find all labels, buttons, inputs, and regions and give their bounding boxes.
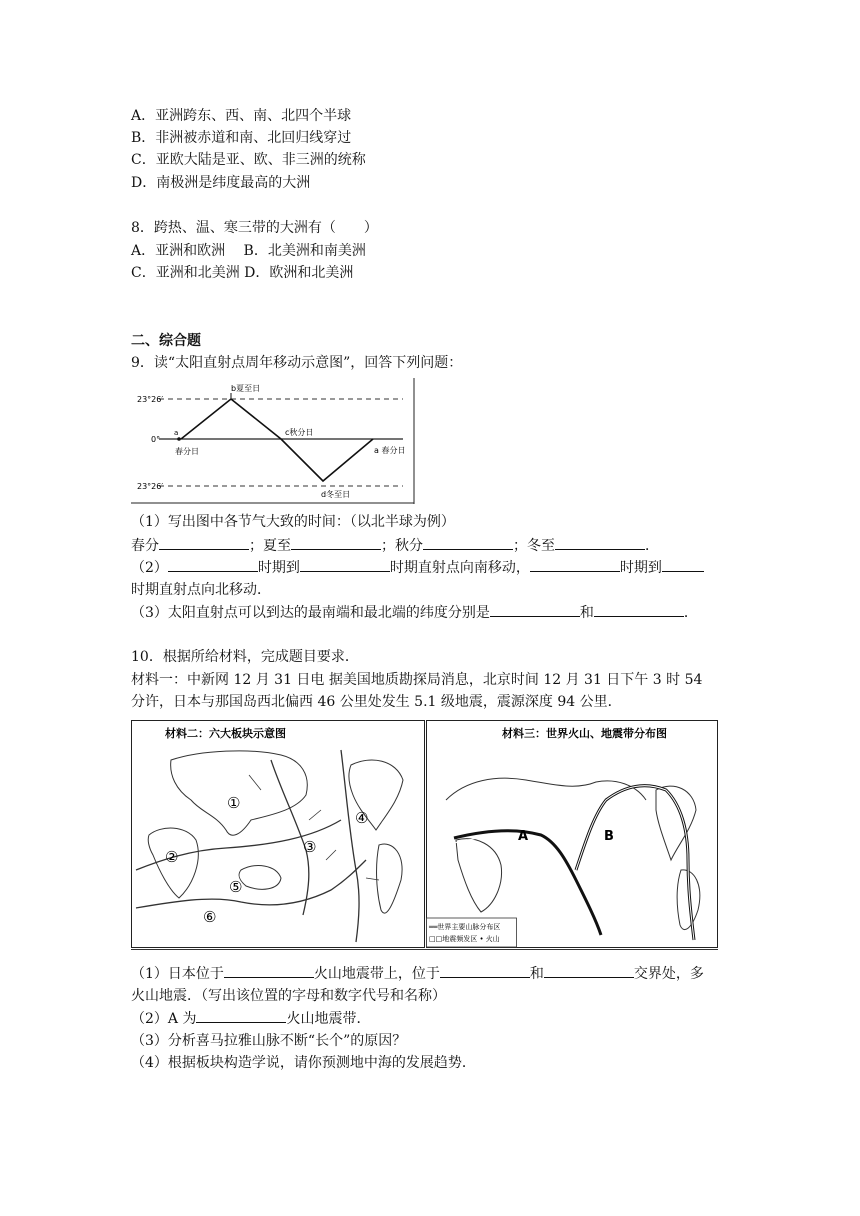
plate-3: ③ xyxy=(303,838,317,856)
answer-blank[interactable] xyxy=(555,535,645,550)
belt-label-a: A xyxy=(518,829,529,844)
answer-blank[interactable] xyxy=(490,602,580,617)
q10-p1-a: （1）日本位于 xyxy=(131,966,224,982)
volcano-earthquake-map xyxy=(426,720,718,948)
answer-blank[interactable] xyxy=(440,963,530,978)
label-winter: d冬至日 xyxy=(321,490,351,499)
tick-equator: 0° xyxy=(151,435,161,444)
q9-winter-label: ；冬至 xyxy=(513,538,555,554)
answer-blank[interactable] xyxy=(530,557,620,572)
q10-part1-cont: 火山地震．（写出该位置的字母和数字代号和名称） xyxy=(131,988,446,1004)
q10-material1-line1: 材料一：中新网 12 月 31 日电 据美国地质勘探局消息，北京时间 12 月 31 日下午 3 时 54 xyxy=(131,672,703,688)
label-spring: 春分日 xyxy=(175,447,199,456)
q10-p1-d: 交界处，多 xyxy=(633,966,704,982)
answer-blank[interactable] xyxy=(159,535,249,550)
q8-stem: 8．跨热、温、寒三带的大洲有（ ） xyxy=(131,220,378,236)
label-a-right: a 春分日 xyxy=(374,446,406,455)
q10-p2-a: （2）A 为 xyxy=(131,1011,197,1027)
q9-summer-label: ；夏至 xyxy=(249,538,291,554)
tick-north: 23°26′ xyxy=(137,395,164,404)
answer-blank[interactable] xyxy=(594,602,684,617)
q9-p2-c: 时期直射点向南移动， xyxy=(389,560,530,576)
answer-blank[interactable] xyxy=(300,557,390,572)
q10-part1 xyxy=(131,963,704,984)
q9-part1-blanks xyxy=(131,535,659,556)
plates-map-title: 材料二：六大板块示意图 xyxy=(165,727,286,740)
answer-blank[interactable] xyxy=(224,963,314,978)
q8-options-row2: C．亚洲和北美洲 D．欧洲和北美洲 xyxy=(131,265,354,281)
volcano-map-title: 材料三：世界火山、地震带分布图 xyxy=(502,727,667,740)
q9-part2-cont: 时期直射点向北移动． xyxy=(131,582,271,598)
q7-option-b: B．非洲被赤道和南、北回归线穿过 xyxy=(131,130,352,146)
q7-option-d: D．南极洲是纬度最高的大洲 xyxy=(131,175,311,191)
plates-map xyxy=(131,720,425,948)
plate-5: ⑤ xyxy=(229,878,243,896)
q10-material1-line2: 分许，日本与那国岛西北偏西 46 公里处发生 5.1 级地震，震源深度 94 公里． xyxy=(131,694,622,710)
q10-stem: 10．根据所给材料，完成题目要求． xyxy=(131,649,359,665)
q9-p3-a: （3）太阳直射点可以到达的最南端和最北端的纬度分别是 xyxy=(131,605,490,621)
belt-label-b: B xyxy=(604,829,614,844)
section-title: 二、综合题 xyxy=(131,333,201,349)
q10-part4: （4）根据板块构造学说，请你预测地中海的发展趋势． xyxy=(131,1055,476,1071)
divider xyxy=(131,949,718,950)
legend-mountains: ══世界主要山脉分布区 xyxy=(429,923,501,931)
q7-option-a: A．亚洲跨东、西、南、北四个半球 xyxy=(131,108,352,124)
q9-p1-end: ． xyxy=(645,538,659,554)
sun-path-diagram xyxy=(131,378,415,504)
q10-p1-b: 火山地震带上，位于 xyxy=(313,966,440,982)
plate-6: ⑥ xyxy=(203,908,217,926)
q9-p2-a: （2） xyxy=(131,560,168,576)
q9-part3 xyxy=(131,602,698,623)
q10-p1-c: 和 xyxy=(529,966,544,982)
q9-part1: （1）写出图中各节气大致的时间：（以北半球为例） xyxy=(131,514,455,530)
q9-stem: 9．读“太阳直射点周年移动示意图”，回答下列问题： xyxy=(131,355,463,371)
label-summer: b夏至日 xyxy=(231,384,261,393)
q10-part3: （3）分析喜马拉雅山脉不断“长个”的原因？ xyxy=(131,1033,407,1049)
q9-part2 xyxy=(131,557,704,578)
label-a-left: a xyxy=(174,429,179,437)
tick-south: 23°26′ xyxy=(137,482,164,491)
q10-p2-b: 火山地震带． xyxy=(286,1011,371,1027)
plate-1: ① xyxy=(227,794,241,812)
q9-p3-b: 和 xyxy=(579,605,594,621)
q8-options-row1: A．亚洲和欧洲 B．北美洲和南美洲 xyxy=(131,243,366,259)
plate-2: ② xyxy=(165,848,179,866)
answer-blank[interactable] xyxy=(423,535,513,550)
q9-autumn-label: ；秋分 xyxy=(381,538,423,554)
q10-part2 xyxy=(131,1008,370,1029)
q9-p2-b: 时期到 xyxy=(257,560,300,576)
answer-blank[interactable] xyxy=(291,535,381,550)
answer-blank[interactable] xyxy=(168,557,258,572)
answer-blank[interactable] xyxy=(544,963,634,978)
q9-p2-d: 时期到 xyxy=(619,560,662,576)
q9-p3-c: ． xyxy=(683,605,698,621)
q9-spring-label: 春分 xyxy=(131,538,159,554)
label-autumn: c秋分日 xyxy=(285,428,314,437)
plate-4: ④ xyxy=(355,809,369,827)
q7-option-c: C．亚欧大陆是亚、欧、非三洲的统称 xyxy=(131,152,366,168)
answer-blank[interactable] xyxy=(662,557,704,572)
legend-quake: □□地震频发区 • 火山 xyxy=(429,935,500,943)
answer-blank[interactable] xyxy=(196,1008,286,1023)
